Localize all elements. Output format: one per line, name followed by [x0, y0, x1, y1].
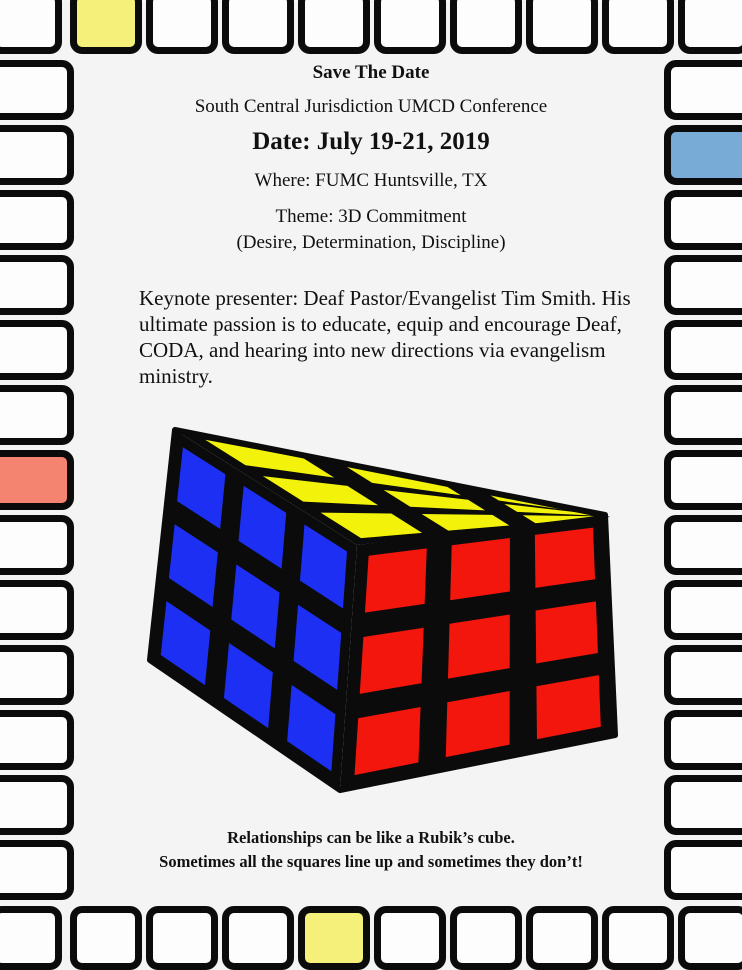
rubiks-cube-icon	[120, 405, 640, 805]
event-date: Date: July 19-21, 2019	[252, 128, 490, 155]
save-the-date-heading: Save The Date	[312, 62, 430, 83]
footer-quote	[90, 826, 652, 874]
right-sticker	[450, 538, 510, 600]
theme-subtitle: (Desire, Determination, Discipline)	[236, 232, 506, 253]
theme-title: Theme: 3D Commitment	[275, 206, 467, 227]
footer-line-1: Relationships can be like a Rubik’s cube.	[227, 828, 515, 847]
conference-name: South Central Jurisdiction UMCD Conference	[194, 96, 548, 117]
event-theme	[90, 204, 652, 256]
right-sticker	[536, 601, 598, 663]
right-sticker	[535, 528, 595, 588]
footer-line-2: Sometimes all the squares line up and sometimes they don’t!	[159, 852, 583, 871]
event-location: Where: FUMC Huntsville, TX	[254, 170, 488, 191]
right-sticker	[448, 615, 510, 679]
keynote-description: Keynote presenter: Deaf Pastor/Evangelist Tim Smith. His ultimate passion is to educate, equip and encourage Deaf, CODA, and hearing into new directions via evangelism ministry.	[139, 286, 631, 388]
right-sticker	[365, 548, 427, 612]
right-sticker	[360, 628, 424, 694]
